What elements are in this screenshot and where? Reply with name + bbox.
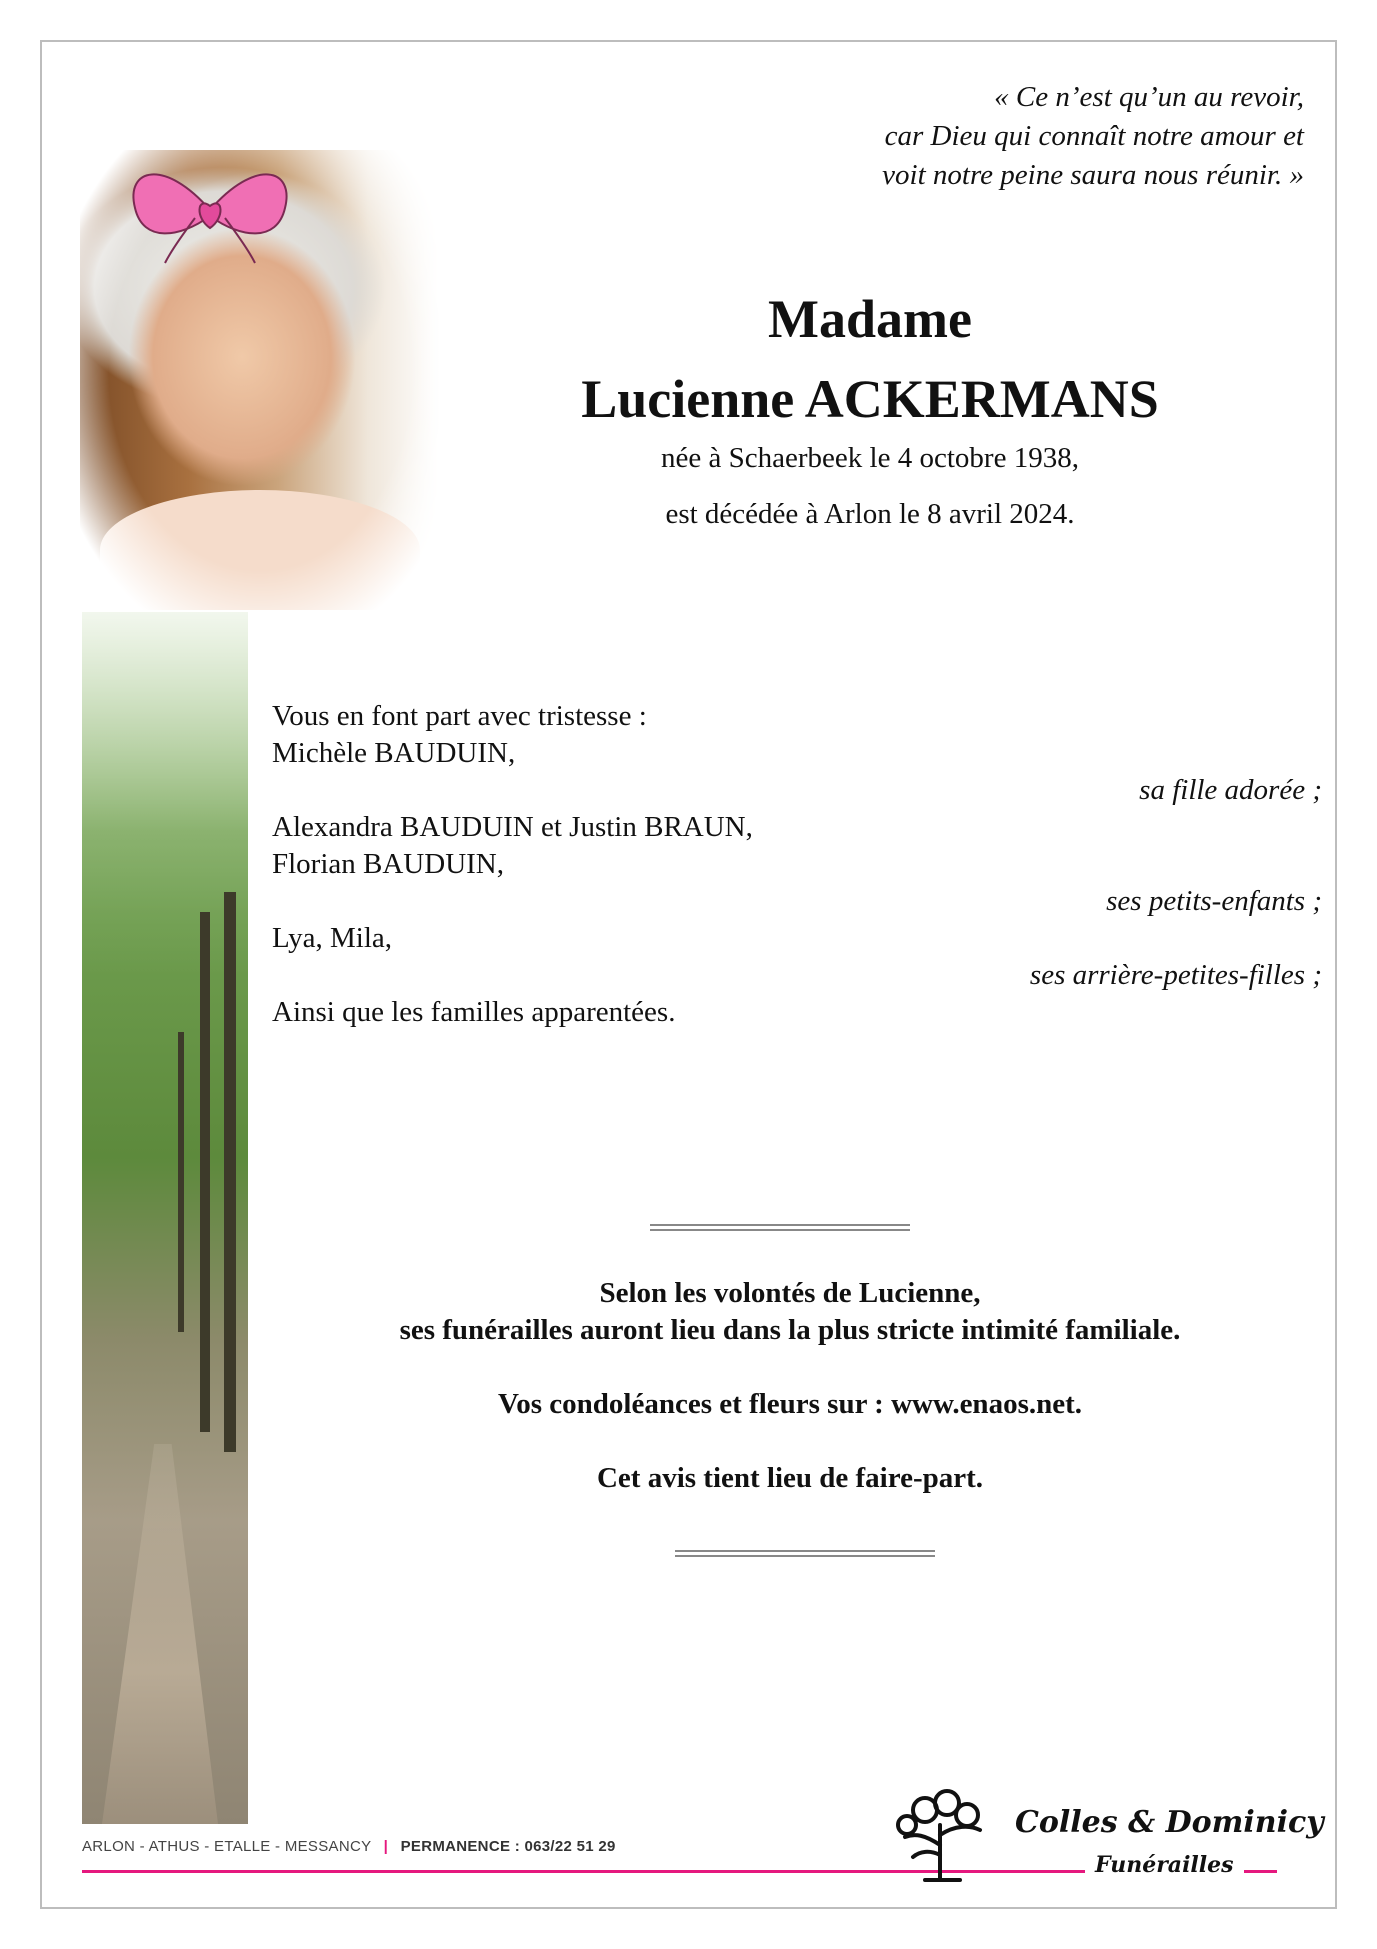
bow-icon [125,148,295,268]
forest-path-banner [82,612,248,1824]
family-relation: ses petits-enfants ; [1106,885,1322,917]
closing-line-1: Selon les volontés de Lucienne, [599,1277,981,1309]
footer-permanence: PERMANENCE : 063/22 51 29 [400,1838,616,1855]
quote-line: « Ce n’est qu’un au revoir, [994,81,1304,113]
closing-line-2: ses funérailles auront lieu dans la plus stricte intimité familiale. [399,1314,1181,1346]
footer-separator: | [383,1838,389,1855]
family-relation: sa fille adorée ; [1139,774,1322,806]
family-notice [272,698,1322,1031]
family-member: Alexandra BAUDUIN et Justin BRAUN, [272,811,753,843]
notice-closing-line: Ainsi que les familles apparentées. [272,996,676,1028]
brand-name: Colles & Dominicy [1015,1805,1324,1840]
condolences-line: Vos condoléances et fleurs sur : www.enaos.net. [497,1388,1083,1420]
divider [650,1224,910,1231]
epigraph-quote [744,78,1304,195]
faire-part-line: Cet avis tient lieu de faire-part. [596,1462,984,1494]
footer-locations: ARLON - ATHUS - ETALLE - MESSANCY [82,1838,372,1855]
birth-line: née à Schaerbeek le 4 octobre 1938, [661,442,1079,474]
family-member: Michèle BAUDUIN, [272,737,516,769]
divider [675,1550,935,1557]
family-member: Florian BAUDUIN, [272,848,504,880]
death-line: est décédée à Arlon le 8 avril 2024. [665,498,1075,530]
quote-line: car Dieu qui connaît notre amour et [884,120,1304,152]
footer-contact [82,1838,616,1855]
family-relation: ses arrière-petites-filles ; [1029,959,1322,991]
funeral-home-logo [885,1785,1324,1885]
deceased-name: Lucienne ACKERMANS [581,369,1159,429]
notice-intro: Vous en font part avec tristesse : [272,700,647,732]
deceased-salutation: Madame [768,289,972,349]
quote-line: voit notre peine saura nous réunir. » [882,159,1304,191]
tree-icon [885,1785,995,1885]
family-member: Lya, Mila, [272,922,393,954]
brand-subtitle: Funérailles [1085,1852,1244,1878]
